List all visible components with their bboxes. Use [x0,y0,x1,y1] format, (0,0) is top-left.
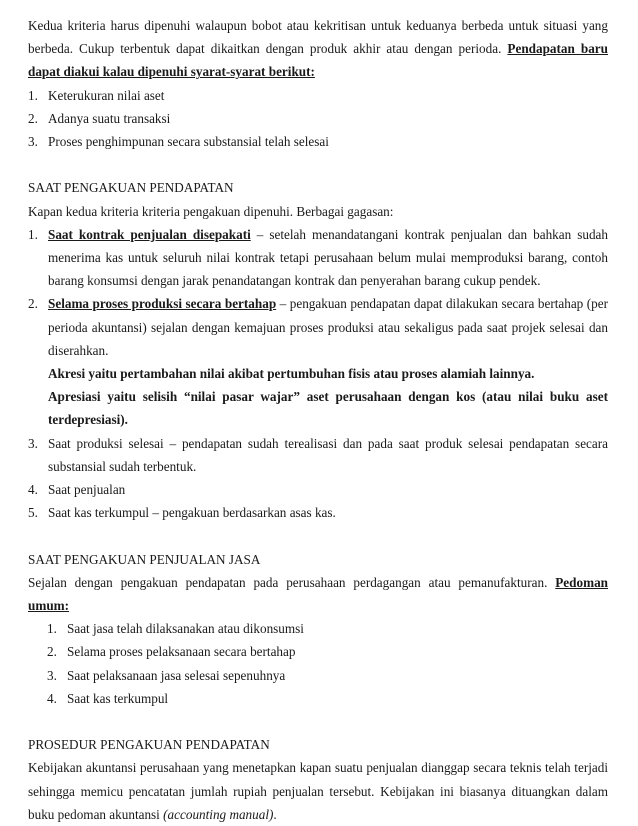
list-number: 4. [28,482,38,498]
list-number: 1. [47,621,57,637]
list-item [28,664,608,687]
section-heading: PROSEDUR PENGAKUAN PENDAPATAN [28,737,270,753]
spacer [28,524,608,547]
list-item [28,107,608,130]
intro-conditions-heading: Pendapatan baru dapat diakui kalau dipenuhi syarat-syarat berikut: [28,41,608,80]
list-number: 2. [47,644,57,660]
intro-text: Kedua kriteria harus dipenuhi walaupun bobot atau kekritisan untuk keduanya berbeda untuk situasi yang berbeda. Cukup terbentuk dapat dikaitkan dengan produk akhir atau dengan perioda. [28,18,608,57]
list-text: Selama proses pelaksanaan secara bertahap [67,644,296,660]
list-number: 3. [47,667,57,683]
section-paragraph [28,756,608,826]
section-lead-text: Sejalan dengan pengakuan pendapatan pada perusahaan perdagangan atau pemanufakturan. [28,574,556,590]
section-heading: SAAT PENGAKUAN PENDAPATAN [28,180,234,196]
list-text: – pengakuan pendapatan dapat dilakukan secara bertahap (per perioda akuntansi) sejalan dengan kemajuan proses produksi atau sekaligus pada saat projek selesai dan diserahkan. [48,296,608,358]
list-text: Saat jasa telah dilaksanakan atau dikonsumsi [67,621,304,637]
list-text: Keterukuran nilai aset [48,87,165,103]
list-text: Proses penghimpunan secara substansial telah selesai [48,134,329,150]
list-item [28,223,608,293]
list-item [28,292,608,362]
spacer [28,710,608,733]
section-text-end: . [273,806,277,822]
list-item [28,432,608,478]
section-heading: SAAT PENGAKUAN PENJUALAN JASA [28,551,261,567]
list-item [28,478,608,501]
list-item-title: Saat kontrak penjualan disepakati [48,226,251,242]
list-item-title: Selama proses produksi secara bertahap [48,296,277,312]
guideline-heading: Pedoman umum: [28,574,608,614]
list-item [28,640,608,663]
intro-paragraph [28,14,608,84]
list-number: 4. [47,690,57,706]
list-number: 1. [28,87,38,103]
list-text: Saat kas terkumpul [67,690,169,706]
list-number: 1. [28,226,38,242]
accounting-manual-term: (accounting manual) [163,806,274,822]
list-item [28,687,608,710]
accretion-note: Akresi yaitu pertambahan nilai akibat pertumbuhan fisis atau proses alamiah lainnya. [48,366,535,382]
list-text: Adanya suatu transaksi [48,110,171,126]
list-item [28,130,608,153]
list-text: Saat kas terkumpul – pengakuan berdasarkan asas kas. [48,505,336,521]
section-text: Kebijakan akuntansi perusahaan yang menetapkan kapan suatu penjualan dianggap secara teknis telah terjadi sehingga memicu pencatatan jumlah rupiah penjualan tersebut. Kebijakan ini biasanya dituangkan dalam buku pedoman akuntansi [28,760,608,822]
list-text: – setelah menandatangani kontrak penjualan dan bahkan sudah menerima kas untuk seluruh nilai kontrak tetapi perusahaan belum mulai memproduksi barang, contoh barang konsumsi dengan jarak penandatangan kontrak dan penyerahan barang cukup pendek. [48,226,608,289]
list-number: 2. [28,296,38,312]
spacer [28,153,608,176]
list-text: Saat penjualan [48,482,126,498]
list-number: 3. [28,134,38,150]
list-item [28,501,608,524]
list-item [28,84,608,107]
list-number: 3. [28,435,38,451]
document-page [28,14,608,826]
section-lead: Kapan kedua kriteria kriteria pengakuan dipenuhi. Berbagai gagasan: [28,203,394,219]
section-lead [28,571,608,617]
appreciation-note: Apresiasi yaitu selisih “nilai pasar wajar” aset perusahaan dengan kos (atau nilai buku aset terdepresiasi). [48,389,608,428]
list-text: Saat produksi selesai – pendapatan sudah terealisasi dan pada saat produk selesai pendapatan secara substansial sudah terbentuk. [48,435,608,474]
list-text: Saat pelaksanaan jasa selesai sepenuhnya [67,667,286,683]
list-number: 2. [28,110,38,126]
list-number: 5. [28,505,38,521]
list-item [28,617,608,640]
